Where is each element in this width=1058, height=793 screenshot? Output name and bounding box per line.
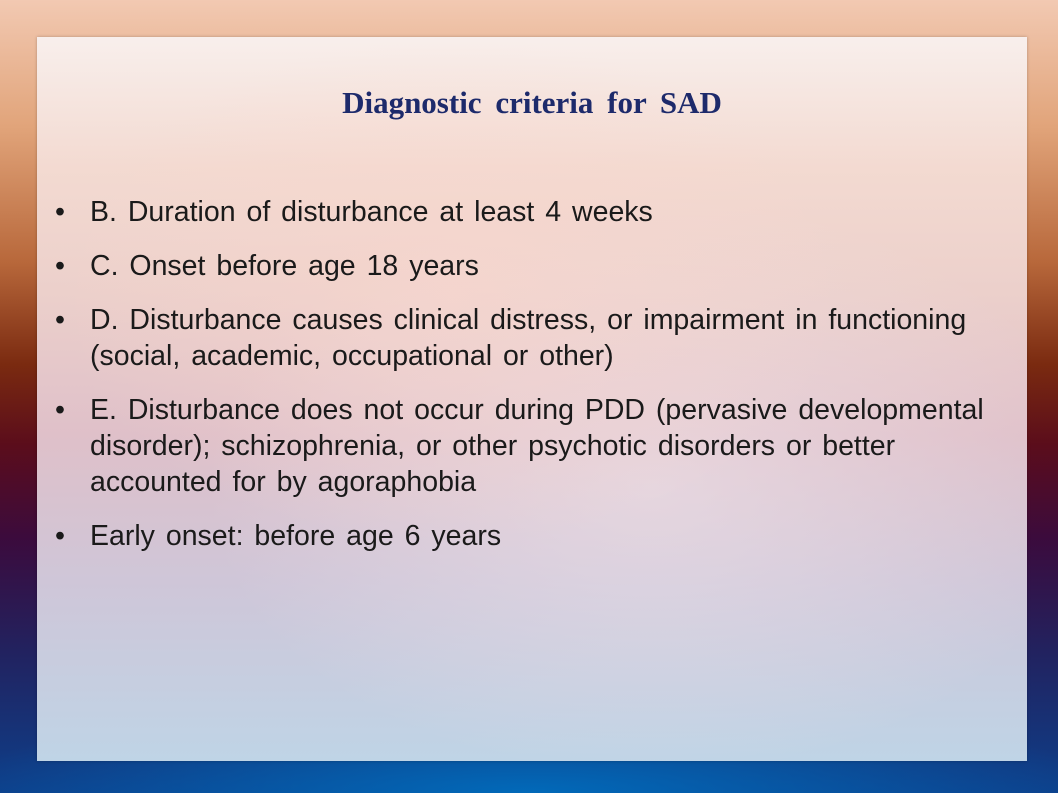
- list-item: [55, 194, 1015, 230]
- list-item: [55, 302, 1015, 374]
- bullet-text: C. Onset before age 18 years: [90, 250, 479, 282]
- slide-title: Diagnostic criteria for SAD: [342, 85, 722, 120]
- list-item: [55, 518, 1015, 554]
- bullet-icon: •: [55, 304, 65, 336]
- bullet-icon: •: [55, 520, 65, 552]
- bullet-text: Early onset: before age 6 years: [90, 520, 502, 552]
- bullet-icon: •: [55, 394, 65, 426]
- bullet-text: B. Duration of disturbance at least 4 weeks: [90, 196, 653, 228]
- bullet-text: D. Disturbance causes clinical distress, or impairment in functioning (social, academic, occupational or other): [90, 304, 967, 372]
- bullet-text: E. Disturbance does not occur during PDD (pervasive developmental disorder); schizophrenia, or other psychotic disorders or better accounted for by agoraphobia: [90, 394, 984, 498]
- bullet-icon: •: [55, 250, 65, 282]
- list-item: [55, 392, 1015, 500]
- criteria-bullet-list: [55, 194, 1015, 572]
- slide-content-panel: [37, 37, 1027, 761]
- list-item: [55, 248, 1015, 284]
- bullet-icon: •: [55, 196, 65, 228]
